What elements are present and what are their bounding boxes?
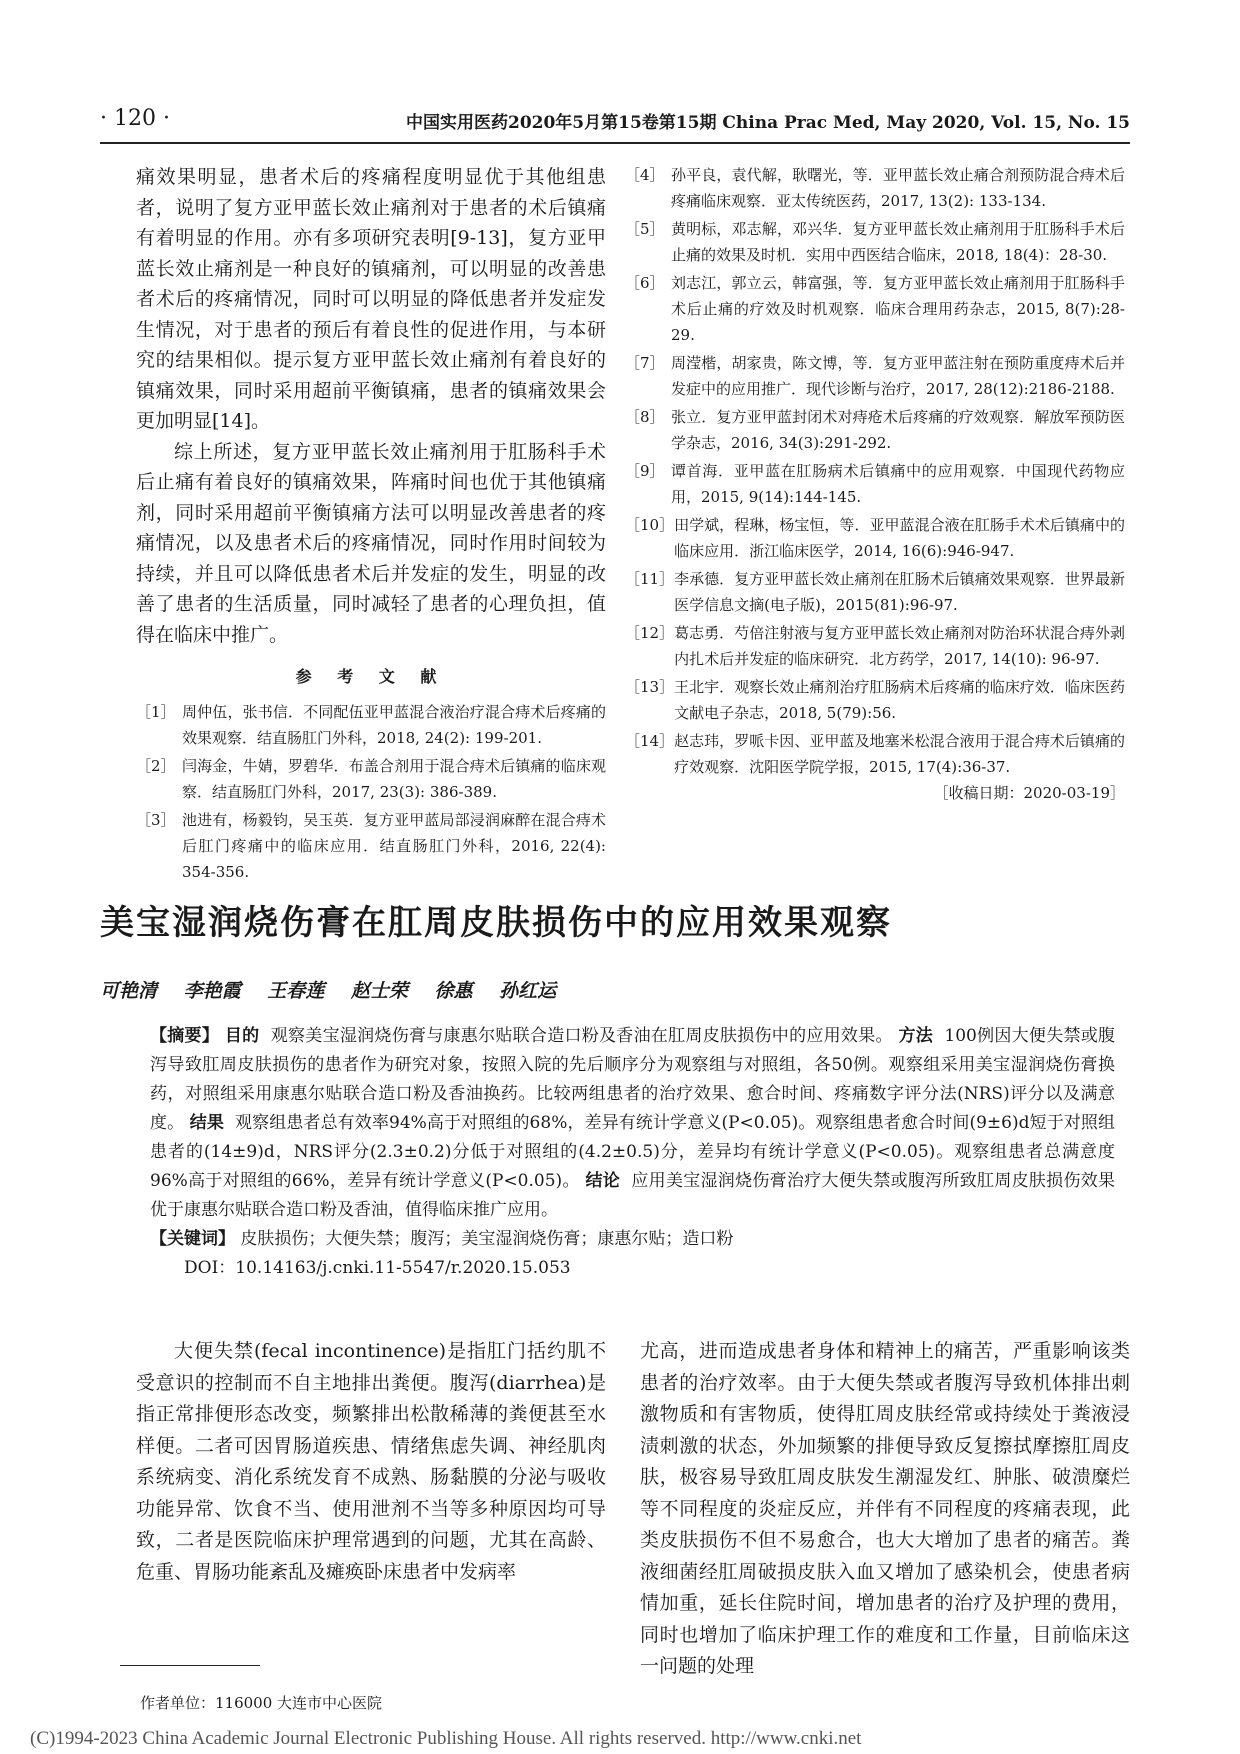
reference-number: ［13］ [625,678,675,696]
keywords-line [150,1225,1115,1254]
reference-number: ［1］ [136,703,176,721]
journal-header: 中国实用医药2020年5月第15卷第15期 China Prac Med, May 2020, Vol. 15, No. 15 [405,113,1130,133]
reference-item [625,620,1125,672]
reference-text: 李承德．复方亚甲蓝长效止痛剂在肛肠术后镇痛效果观察．世界最新医学信息文摘(电子版)，2015(81):96-97. [674,570,1125,614]
reference-item [625,270,1125,348]
reference-number: ［12］ [625,624,675,642]
reference-list [625,162,1125,780]
reference-text: 池进有，杨毅钧，吴玉英．复方亚甲蓝局部浸润麻醉在混合痔术后肛门疼痛中的临床应用．结直肠肛门外科，2016, 22(4): 354-356. [182,811,606,881]
abstract-part-label: 结果 [189,1113,224,1133]
reference-item [136,699,606,751]
reference-text: 孙平良，袁代解，耿曙光，等．亚甲蓝长效止痛合剂预防混合痔术后疼痛临床观察．亚太传统医药，2017, 13(2): 133-134. [671,166,1125,210]
doi: DOI：10.14163/j.cnki.11-5547/r.2020.15.053 [184,1258,571,1278]
reference-item [625,674,1125,726]
reference-item [625,216,1125,268]
author-affiliation: 作者单位：116000 大连市中心医院 [140,1694,383,1712]
reference-item [136,753,606,805]
reference-text: 谭首海．亚甲蓝在肛肠病术后镇痛中的应用观察．中国现代药物应用，2015, 9(14):144-145. [671,462,1125,506]
reference-text: 黄明标，邓志解，邓兴华．复方亚甲蓝长效止痛剂用于肛肠科手术后止痛的效果及时机．实用中西医结合临床，2018, 18(4)：28-30. [671,220,1125,264]
page-number: · 120 · [100,106,170,131]
abstract-part-text: 100例因大便失禁或腹泻导致肛周皮肤损伤的患者作为研究对象，按照入院的先后顺序分为观察组与对照组，各50例。观察组采用美宝湿润烧伤膏换药，对照组采用康惠尔贴联合造口粉及香油换药。比较两组患者的治疗效果、愈合时间、疼痛数字评分法(NRS)评分以及满意度。 [150,1026,1116,1133]
reference-number: ［9］ [625,462,665,480]
reference-text: 闫海金，牛婧，罗碧华．布盖合剂用于混合痔术后镇痛的临床观察．结直肠肛门外科，2017, 23(3): 386-389. [182,757,606,801]
body-paragraph: 痛效果明显，患者术后的疼痛程度明显优于其他组患者，说明了复方亚甲蓝长效止痛剂对于患者的术后镇痛有着明显的作用。亦有多项研究表明[9-13]，复方亚甲蓝长效止痛剂是一种良好的镇痛剂，可以明显的改善患者术后的疼痛情况，同时可以明显的降低患者并发症发生情况，对于患者的预后有着良性的促进作用，与本研究的结果相似。提示复方亚甲蓝长效止痛剂有着良好的镇痛效果，同时采用超前平衡镇痛，患者的镇痛效果会更加明显[14]。 [136,166,606,432]
reference-text: 王北宇．观察长效止痛剂治疗肛肠病术后疼痛的临床疗效．临床医药文献电子杂志，2018, 5(79):56. [674,678,1125,722]
reference-text: 张立．复方亚甲蓝封闭术对痔疮术后疼痛的疗效观察．解放军预防医学杂志，2016, 34(3):291-292. [671,408,1125,452]
reference-text: 刘志江，郭立云，韩富强，等．复方亚甲蓝长效止痛剂用于肛肠科手术后止痛的疗效及时机观察．临床合理用药杂志，2015, 8(7):28-29. [671,274,1125,344]
reference-number: ［4］ [625,166,665,184]
abstract-part-text: 观察组患者总有效率94%高于对照组的68%，差异有统计学意义(P<0.05)。观察组患者愈合时间(9±6)d短于对照组患者的(14±9)d，NRS评分(2.3±0.2)分低于对照组的(4.2±0.5)分，差异均有统计学意义(P<0.05)。观察组患者总满意度96%高于对照组的66%，差异有统计学意义(P<0.05)。 [150,1113,1116,1191]
reference-item [625,350,1125,402]
abstract-part-label: 结论 [585,1171,621,1191]
reference-text: 周仲伍，张书信．不同配伍亚甲蓝混合液治疗混合痔术后疼痛的效果观察．结直肠肛门外科，2018, 24(2): 199-201. [182,703,606,747]
abstract-part-text: 应用美宝湿润烧伤膏治疗大便失禁或腹泻所致肛周皮肤损伤效果优于康惠尔贴联合造口粉及香油，值得临床推广应用。 [150,1171,1116,1220]
abstract-label: 【摘要】 [150,1026,220,1046]
keywords: 皮肤损伤；大便失禁；腹泻；美宝湿润烧伤膏；康惠尔贴；造口粉 [240,1229,734,1249]
reference-text: 田学斌，程琳，杨宝恒，等．亚甲蓝混合液在肛肠手术术后镇痛中的临床应用．浙江临床医学，2014, 16(6):946-947. [674,516,1125,560]
reference-text: 葛志勇．芍倍注射液与复方亚甲蓝长效止痛剂对防治环状混合痔外剥内扎术后并发症的临床研究．北方药学，2017, 14(10): 96-97. [674,624,1125,668]
left-column [136,162,606,887]
reference-number: ［14］ [625,732,675,750]
reference-number: ［6］ [625,274,665,292]
body-paragraph: 大便失禁(fecal incontinence)是指肛门括约肌不受意识的控制而不自主地排出粪便。腹泻(diarrhea)是指正常排便形态改变，频繁排出松散稀薄的粪便甚至水样便。二者可因胃肠道疾患、情绪焦虑失调、神经肌肉系统病变、消化系统发育不成熟、肠黏膜的分泌与吸收功能异常、饮食不当、使用泄剂不当等多种原因均可导致，二者是医院临床护理常遇到的问题，尤其在高龄、危重、胃肠功能紊乱及瘫痪卧床患者中发病率 [136,1340,606,1583]
reference-item [625,162,1125,214]
abstract-part-label: 目的 [224,1026,260,1046]
article-body-right [640,1336,1130,1683]
reference-number: ［11］ [625,570,675,588]
reference-number: ［2］ [136,757,176,775]
reference-number: ［10］ [625,516,675,534]
reference-item [625,728,1125,780]
footnote-rule [120,1665,260,1666]
copyright-notice: (C)1994-2023 China Academic Journal Electronic Publishing House. All rights reserved. http://www.cnki.net [30,1728,862,1749]
reference-number: ［8］ [625,408,665,426]
reference-number: ［7］ [625,354,665,372]
reference-item [625,458,1125,510]
reference-number: ［3］ [136,811,176,829]
reference-item [136,807,606,885]
reference-item [625,566,1125,618]
received-date: ［收稿日期：2020-03-19］ [933,784,1125,802]
article-body-left [136,1336,606,1588]
references-heading: 参 考 文 献 [295,667,447,686]
keywords-label: 【关键词】 [150,1229,235,1249]
abstract [150,1022,1115,1283]
reference-item [625,404,1125,456]
reference-text: 赵志玮，罗哌卡因、亚甲蓝及地塞米松混合液用于混合痔术后镇痛的疗效观察．沈阳医学院学报，2015, 17(4):36-37. [674,732,1125,776]
reference-list [136,699,606,885]
body-paragraph: 综上所述，复方亚甲蓝长效止痛剂用于肛肠科手术后止痛有着良好的镇痛效果，阵痛时间也优于其他镇痛剂，同时采用超前平衡镇痛方法可以明显改善患者的疼痛情况，以及患者术后的疼痛情况，同时作用时间较为持续，并且可以降低患者术后并发症的发生，明显的改善了患者的生活质量，同时减轻了患者的心理负担，值得在临床中推广。 [136,440,606,646]
abstract-body [150,1022,1115,1225]
reference-number: ［5］ [625,220,665,238]
author-list: 可艳清 李艳霞 王春莲 赵士荣 徐惠 孙红运 [100,980,557,1002]
body-paragraph: 尤高，进而造成患者身体和精神上的痛苦，严重影响该类患者的治疗效率。由于大便失禁或者腹泻导致机体排出刺激物质和有害物质，使得肛周皮肤经常或持续处于粪液浸渍刺激的状态，外加频繁的排便导致反复擦拭摩擦肛周皮肤，极容易导致肛周皮肤发生潮湿发红、肿胀、破溃糜烂等不同程度的炎症反应，并伴有不同程度的疼痛表现，此类皮肤损伤不但不易愈合，也大大增加了患者的痛苦。粪液细菌经肛周破损皮肤入血又增加了感染机会，使患者病情加重，延长住院时间，增加患者的治疗及护理的费用，同时也增加了临床护理工作的难度和工作量，目前临床这一问题的处理 [640,1340,1130,1677]
article-title: 美宝湿润烧伤膏在肛周皮肤损伤中的应用效果观察 [100,903,892,943]
right-column [625,162,1125,803]
abstract-part-label: 方法 [898,1026,933,1046]
abstract-part-text: 观察美宝湿润烧伤膏与康惠尔贴联合造口粉及香油在肛周皮肤损伤中的应用效果。 [270,1026,893,1046]
reference-item [625,512,1125,564]
reference-text: 周滢楷，胡家贵，陈文博，等．复方亚甲蓝注射在预防重度痔术后并发症中的应用推广．现代诊断与治疗，2017, 28(12):2186-2188. [671,354,1125,398]
header-rule [100,142,1130,144]
